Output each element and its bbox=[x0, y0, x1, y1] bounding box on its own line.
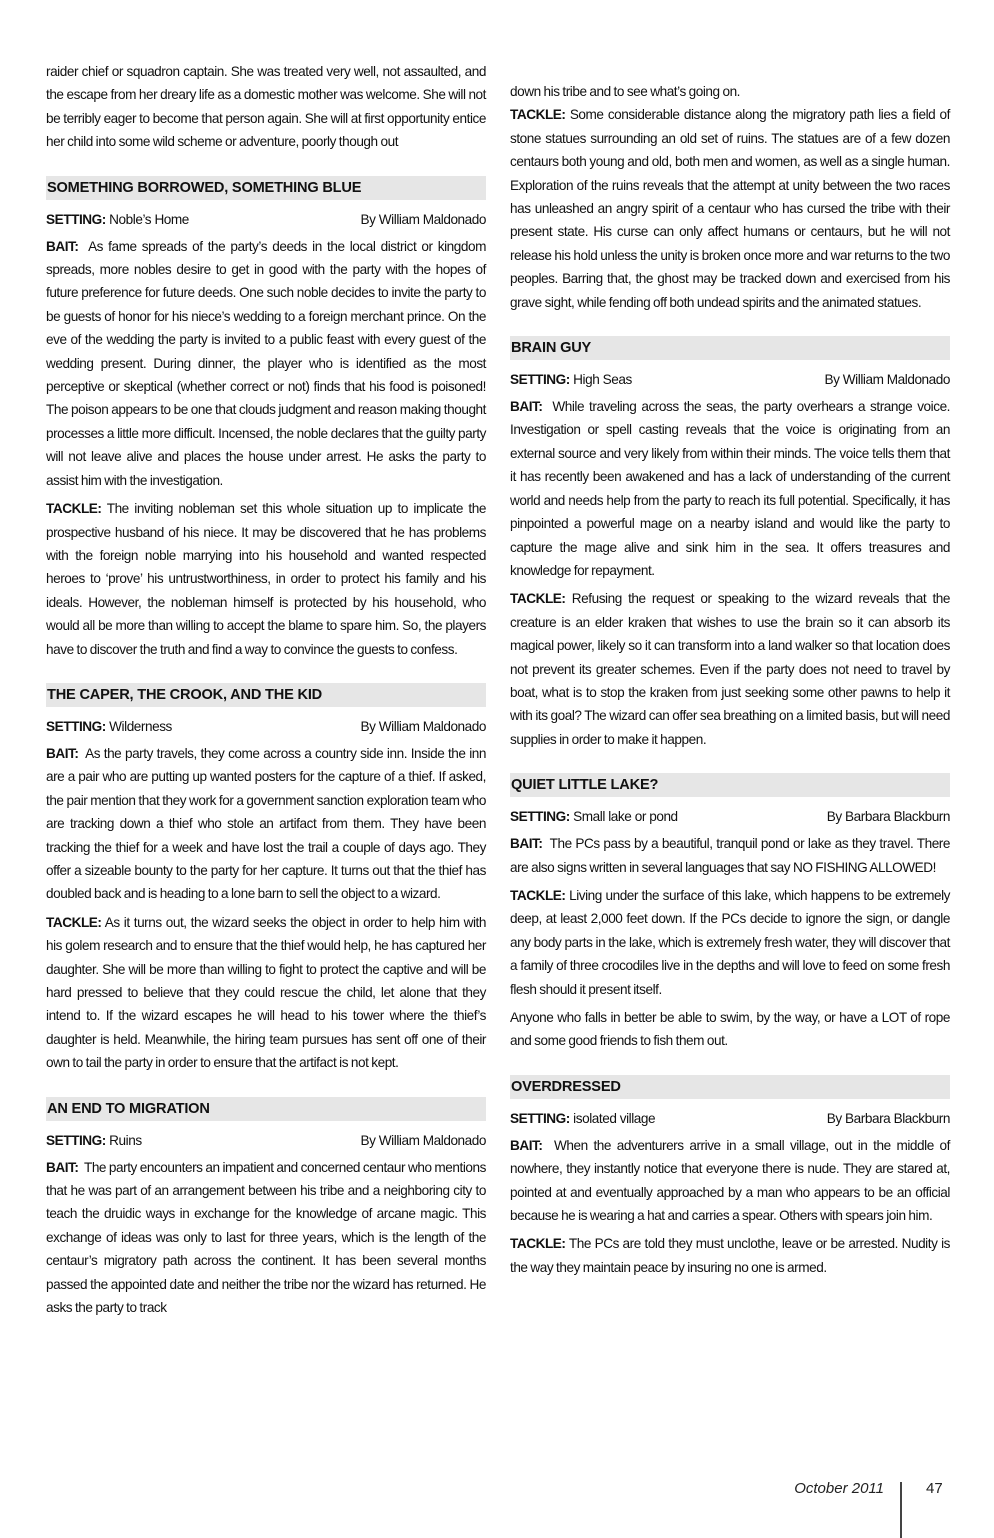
section-heading-caper: THE CAPER, THE CROOK, AND THE KID bbox=[46, 683, 486, 707]
tackle-label: TACKLE: bbox=[510, 107, 566, 123]
issue-date: October 2011 bbox=[794, 1480, 884, 1497]
tackle-label: TACKLE: bbox=[510, 1236, 566, 1252]
tackle-label: TACKLE: bbox=[510, 887, 566, 903]
bait-label: BAIT: bbox=[510, 399, 543, 415]
setting-label: SETTING: bbox=[46, 211, 106, 227]
tackle-label: TACKLE: bbox=[46, 501, 102, 517]
section-heading-overdressed: OVERDRESSED bbox=[510, 1075, 950, 1099]
page-number: 47 bbox=[926, 1480, 943, 1497]
author: By William Maldonado bbox=[360, 718, 486, 734]
section-heading-lake: QUIET LITTLE LAKE? bbox=[510, 773, 950, 797]
setting-value: isolated village bbox=[573, 1110, 656, 1126]
setting-line bbox=[510, 368, 950, 391]
tackle-paragraph: TACKLE: Living under the surface of this lake, which happens to be extremely deep, at least 2,000 feet down. If the PCs decide to ignore the sign, or dangle any body parts in the lake, which is extremely fresh water, they will discover that a family of three crocodiles live in the depths and will love to feed on some fresh flesh should it present itself. bbox=[510, 887, 951, 997]
setting-value: Noble’s Home bbox=[109, 211, 189, 227]
setting-label: SETTING: bbox=[46, 1132, 106, 1148]
section-heading-brain: BRAIN GUY bbox=[510, 336, 950, 360]
bait-paragraph: BAIT: When the adventurers arrive in a small village, out in the middle of nowhere, they instantly notice that everyone there is nude. They are stared at, pointed at and eventually approached by a man who appears to be an official because he is wearing a hat and carries a spear. Others with spears join him. bbox=[510, 1137, 950, 1224]
author: By Barbara Blackburn bbox=[826, 809, 950, 825]
setting-line bbox=[46, 208, 486, 231]
bait-label: BAIT: bbox=[46, 238, 79, 254]
tackle-paragraph: TACKLE: The inviting nobleman set this whole situation up to implicate the prospective husband of his niece. It may be discovered that he has problems with the foreign noble marrying into his household and wanted respected heroes to ‘prove’ his untrustworthiness, in order to protect his family and his ideals. However, the nobleman himself is protected by his household, who would all be more than willing to accept the blame to spare him. So, the players have to discover the truth and find a way to convince the guests to confess. bbox=[46, 501, 486, 657]
setting-line bbox=[510, 1107, 950, 1130]
setting-line bbox=[510, 805, 950, 828]
author: By Barbara Blackburn bbox=[826, 1110, 950, 1126]
bait-label: BAIT: bbox=[510, 836, 543, 852]
bait-paragraph: BAIT: While traveling across the seas, the party overhears a strange voice. Investigation or spell casting reveals that the voice is originating from an external source and very likely from within their minds. The voice tells them that it has recently been awakened and has a lack of understanding of the current world and needs help from the party to reach its full potential. Specifically, it has pinpointed a powerful mage on a nearby island and would like the party to capture the mage alive and sink him in the sea. It offers treasures and knowledge for repayment. bbox=[510, 399, 951, 578]
tackle-paragraph: TACKLE: Some considerable distance along the migratory path lies a field of stone statues surrounding an old set of ruins. The statues are of a few dozen centaurs both young and old, both men and women, as well as a single human. Exploration of the ruins reveals that the attempt at unity between the two races has unleashed an angry spirit of a centaur who has cursed the tribe with their present state. His curse can only affect humans or centaurs, but he will not release his hold unless the unity is broken once more and war returns to the two peoples. Barring that, the ghost may be tracked down and exercised from his grave sight, while fending off both undead spirits and the animated statues. bbox=[510, 107, 950, 310]
tackle-paragraph: TACKLE: The PCs are told they must unclothe, leave or be arrested. Nudity is the way they maintain peace by insuring no one is armed. bbox=[510, 1236, 950, 1275]
setting-value: Ruins bbox=[109, 1132, 142, 1148]
setting-line bbox=[46, 715, 486, 738]
bait-paragraph: BAIT: As the party travels, they come across a country side inn. Inside the inn are a pair who are putting up wanted posters for the capture of a thief. If asked, the pair mention that they work for a government sanction exploration team who are tracking down a thief who stole an artifact from them. They have been tracking the thief for a week and have lost the trail a couple of days ago. They offer a sizeable bounty to the party for her capture. It turns out that the thief has doubled back and is heading to a lone barn to sell the object to a wizard. bbox=[46, 745, 486, 902]
setting-value: Small lake or pond bbox=[573, 809, 678, 825]
tackle-paragraph: TACKLE: As it turns out, the wizard seeks the object in order to help him with his golem research and to ensure that the thief would help, he has captured her daughter. She will be more than willing to fight to protect the captive and will be hard pressed to believe that they could rescue the child, let alone that they intend to. If the wizard escapes he will head to his tower where the thief’s daughter is held. Meanwhile, the hiring team pursues has sent off one of their own to tail the party in order to ensure that the artifact is not kept. bbox=[46, 914, 486, 1071]
author: By William Maldonado bbox=[824, 372, 950, 388]
author: By William Maldonado bbox=[360, 1132, 486, 1148]
setting-value: High Seas bbox=[573, 372, 632, 388]
bait-paragraph: BAIT: The PCs pass by a beautiful, tranquil pond or lake as they travel. There are also signs written in several languages that say NO FISHING ALLOWED! bbox=[510, 836, 950, 875]
setting-label: SETTING: bbox=[510, 372, 570, 388]
continued-text: raider chief or squadron captain. She was treated very well, not assaulted, and the escape from her dreary life as a domestic mother was welcome. She will not be terribly eager to become that person again. She will at first opportunity entice her child into some wild scheme or adventure, poorly though out bbox=[46, 64, 486, 150]
footer-divider bbox=[900, 1482, 902, 1538]
tackle-label: TACKLE: bbox=[510, 591, 566, 607]
bait-label: BAIT: bbox=[510, 1137, 543, 1153]
setting-label: SETTING: bbox=[510, 1110, 570, 1126]
right-column bbox=[510, 80, 950, 1284]
author: By William Maldonado bbox=[360, 211, 486, 227]
setting-line bbox=[46, 1129, 486, 1152]
bait-paragraph: BAIT: As fame spreads of the party’s deeds in the local district or kingdom spreads, more nobles desire to get in good with the party with the hopes of future preference for future deeds. One such noble decides to invite the party to be guests of honor for his niece’s wedding to a foreign merchant prince. On the eve of the wedding the party is invited to a public feast with every guest of the wedding present. During dinner, the player who is identified as the most perceptive or skeptical (whether correct or not) finds that his food is poisoned! The poison appears to be one that clouds judgment and reason making thought processes a little more difficult. Incensed, the noble declares that the guilty party will not leave alive and places the house under arrest. He asks the party to assist him with the investigation. bbox=[46, 238, 486, 488]
bait-label: BAIT: bbox=[46, 1159, 79, 1175]
tackle-label: TACKLE: bbox=[46, 914, 102, 930]
setting-label: SETTING: bbox=[510, 809, 570, 825]
extra-paragraph: Anyone who falls in better be able to swim, by the way, or have a LOT of rope and some good friends to fish them out. bbox=[510, 1010, 950, 1049]
setting-value: Wilderness bbox=[109, 718, 172, 734]
section-heading-migration: AN END TO MIGRATION bbox=[46, 1097, 486, 1121]
bait-paragraph: BAIT: The party encounters an impatient and concerned centaur who mentions that he was part of an arrangement between his tribe and a neighboring city to teach the druidic ways in exchange for the knowledge of arcane magic. This exchange of ideas was only to last for three years, which is the length of the centaur’s migratory path across the continent. It has been several months passed the appointed date and neither the tribe nor the wizard has returned. He asks the party to track bbox=[46, 1159, 486, 1316]
setting-label: SETTING: bbox=[46, 718, 106, 734]
left-column bbox=[46, 60, 486, 1324]
bait-label: BAIT: bbox=[46, 745, 79, 761]
tackle-paragraph: TACKLE: Refusing the request or speaking to the wizard reveals that the creature is an elder kraken that wishes to use the brain so it can absorb its magical power, likely so it can transform into a land walker so that location does not prevent its greater schemes. Even if the party does not need to travel by boat, what is to stop the kraken from just seeking some other pawns to help it with its goal? The wizard can offer sea breathing on a limited basis, but will need supplies in order to make it happen. bbox=[510, 591, 951, 747]
section-heading-borrowed: SOMETHING BORROWED, SOMETHING BLUE bbox=[46, 176, 486, 200]
continued-text: down his tribe and to see what’s going on. bbox=[510, 84, 741, 99]
page-footer bbox=[0, 1480, 994, 1538]
